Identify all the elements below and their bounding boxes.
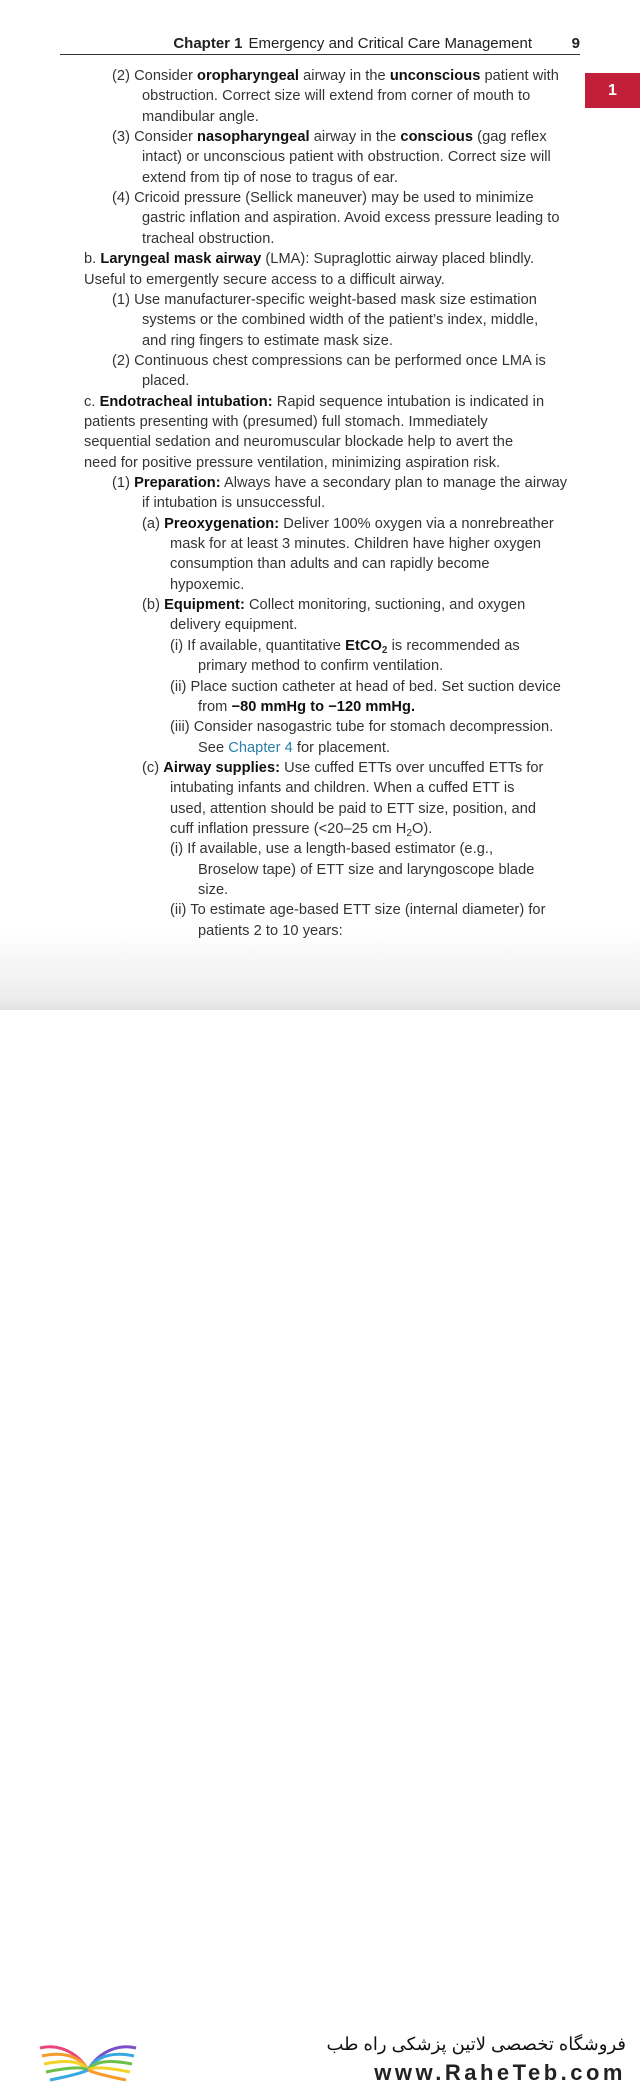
text-run: patient with bbox=[480, 68, 559, 84]
text-run: obstruction. Correct size will extend from corner of mouth to bbox=[142, 88, 531, 105]
text-run: Rapid sequence intubation is indicated in bbox=[272, 393, 545, 410]
text-line bbox=[170, 554, 490, 574]
text-run: Deliver 100% oxygen via a nonrebreather bbox=[279, 515, 554, 532]
store-name: فروشگاه تخصصی لاتین پزشکی راه طب bbox=[326, 2034, 626, 2054]
text-run: (2) Continuous chest compressions can be performed once LMA is bbox=[112, 352, 546, 369]
text-run: (gag reflex bbox=[473, 129, 547, 146]
text-run: airway in the bbox=[299, 68, 390, 84]
text-line bbox=[84, 270, 445, 290]
text-line bbox=[142, 371, 189, 391]
text-run: c. bbox=[84, 393, 100, 410]
text-line bbox=[198, 656, 443, 676]
text-line bbox=[84, 412, 488, 432]
text-line bbox=[112, 66, 559, 86]
text-line bbox=[142, 86, 530, 106]
bold-term: unconscious bbox=[389, 68, 481, 84]
text-run: is recommended as bbox=[387, 637, 520, 654]
chapter-link[interactable]: Chapter 4 bbox=[228, 739, 293, 756]
text-run: (4) Cricoid pressure (Sellick maneuver) may be used to minimize bbox=[112, 190, 534, 207]
text-line bbox=[198, 921, 343, 941]
book-page bbox=[0, 0, 640, 1010]
text-line bbox=[198, 860, 534, 880]
text-run: (i) If available, quantitative bbox=[170, 637, 346, 654]
chapter-thumb-tab: 1 bbox=[585, 73, 640, 108]
text-line bbox=[170, 799, 536, 819]
text-line bbox=[170, 819, 432, 839]
text-line bbox=[170, 636, 520, 656]
text-line bbox=[170, 900, 546, 920]
text-run: Use cuffed ETTs over uncuffed ETTs for bbox=[280, 759, 544, 776]
text-run: See bbox=[198, 739, 229, 756]
text-run: (iii) Consider nasogastric tube for stomach decompression. bbox=[170, 719, 554, 736]
text-run: (ii) To estimate age-based ETT size (internal diameter) for bbox=[170, 902, 546, 919]
text-line bbox=[112, 351, 546, 371]
text-line bbox=[112, 127, 547, 147]
text-line bbox=[112, 188, 534, 208]
bold-term: Preparation: bbox=[134, 475, 221, 491]
text-line bbox=[142, 595, 525, 615]
text-line bbox=[112, 290, 537, 310]
text-run: intubating infants and children. When a cuffed ETT is bbox=[170, 780, 515, 797]
text-run: consumption than adults and can rapidly become bbox=[170, 556, 490, 573]
text-run: (1) bbox=[112, 475, 135, 491]
text-run: (1) Use manufacturer-specific weight-based mask size estimation bbox=[112, 291, 537, 308]
text-run: delivery equipment. bbox=[170, 617, 298, 634]
text-run: mask for at least 3 minutes. Children have higher oxygen bbox=[170, 536, 542, 553]
text-run: (c) bbox=[142, 759, 164, 776]
text-line bbox=[112, 473, 567, 493]
store-footer bbox=[0, 1010, 640, 2085]
text-line bbox=[84, 392, 544, 412]
bold-term: −80 mmHg to −120 mmHg. bbox=[231, 698, 416, 715]
text-line bbox=[170, 677, 561, 697]
text-run: patients 2 to 10 years: bbox=[198, 922, 343, 939]
text-run: Always have a secondary plan to manage the airway bbox=[220, 475, 568, 491]
text-run: need for positive pressure ventilation, minimizing aspiration risk. bbox=[84, 454, 501, 471]
text-run: gastric inflation and aspiration. Avoid excess pressure leading to bbox=[142, 210, 560, 227]
bold-term: EtCO bbox=[345, 637, 382, 654]
text-line bbox=[170, 839, 493, 859]
bold-term: Laryngeal mask airway bbox=[100, 251, 262, 268]
text-line bbox=[142, 229, 274, 249]
text-run: mandibular angle. bbox=[142, 108, 259, 125]
text-run: if intubation is unsuccessful. bbox=[142, 495, 326, 512]
text-line bbox=[142, 493, 325, 513]
text-run: (2) Consider bbox=[112, 68, 197, 84]
bold-term: Preoxygenation: bbox=[164, 515, 280, 532]
text-line bbox=[142, 310, 538, 330]
text-run: airway in the bbox=[309, 129, 401, 146]
text-run: patients presenting with (presumed) full stomach. Immediately bbox=[84, 413, 488, 430]
bold-term: Endotracheal intubation: bbox=[99, 393, 273, 410]
text-line bbox=[142, 107, 259, 127]
bold-term: oropharyngeal bbox=[197, 68, 300, 84]
text-run: sequential sedation and neuromuscular blockade help to avert the bbox=[84, 434, 514, 451]
text-run: (ii) Place suction catheter at head of bed. Set suction device bbox=[170, 678, 561, 695]
text-line bbox=[84, 432, 513, 452]
text-line bbox=[142, 168, 398, 188]
text-line bbox=[142, 514, 554, 534]
chapter-label: Chapter 1 bbox=[173, 35, 243, 52]
text-run: Collect monitoring, suctioning, and oxygen bbox=[244, 597, 526, 614]
bold-term: 2 bbox=[381, 644, 388, 656]
chapter-title: Emergency and Critical Care Management bbox=[248, 35, 532, 52]
text-line bbox=[170, 778, 514, 798]
text-line bbox=[170, 534, 541, 554]
open-book-logo-icon bbox=[36, 2030, 140, 2086]
text-run: and ring fingers to estimate mask size. bbox=[142, 332, 393, 349]
bold-term: Airway supplies: bbox=[163, 759, 281, 776]
text-run: size. bbox=[198, 882, 229, 898]
text-run: (b) bbox=[142, 597, 165, 614]
page-number: 9 bbox=[571, 35, 580, 52]
text-line bbox=[198, 880, 228, 900]
text-line bbox=[170, 717, 553, 737]
text-run: tracheal obstruction. bbox=[142, 230, 275, 247]
bold-term: conscious bbox=[400, 129, 474, 146]
text-line bbox=[142, 208, 560, 228]
text-line bbox=[84, 453, 500, 473]
text-run: placed. bbox=[142, 373, 190, 390]
text-run: hypoxemic. bbox=[170, 576, 245, 593]
text-run: primary method to confirm ventilation. bbox=[198, 658, 444, 675]
text-run: (a) bbox=[142, 515, 165, 532]
bold-term: Equipment: bbox=[164, 597, 245, 614]
text-run: cuff inflation pressure (<20–25 cm H bbox=[170, 820, 407, 837]
text-run: (3) Consider bbox=[112, 129, 197, 146]
running-header bbox=[60, 34, 580, 55]
store-url: www.RaheTeb.com bbox=[374, 2060, 626, 2085]
text-run: (LMA): Supraglottic airway placed blindly. bbox=[261, 251, 535, 268]
text-run: systems or the combined width of the patient’s index, middle, bbox=[142, 312, 539, 329]
text-run: 2 bbox=[406, 827, 412, 839]
text-line bbox=[142, 147, 551, 167]
text-run: used, attention should be paid to ETT size, position, and bbox=[170, 800, 537, 817]
text-run: from bbox=[198, 698, 232, 715]
chapter-heading bbox=[173, 34, 532, 54]
text-run: intact) or unconscious patient with obstruction. Correct size will bbox=[142, 149, 551, 166]
text-line bbox=[142, 758, 543, 778]
text-run: Useful to emergently secure access to a difficult airway. bbox=[84, 271, 445, 288]
text-line bbox=[198, 738, 390, 758]
text-line bbox=[84, 249, 534, 269]
bold-term: nasopharyngeal bbox=[197, 129, 310, 146]
text-run: O). bbox=[412, 820, 433, 837]
text-run: extend from tip of nose to tragus of ear. bbox=[142, 169, 398, 186]
text-run: (i) If available, use a length-based estimator (e.g., bbox=[170, 841, 494, 858]
text-run: for placement. bbox=[292, 739, 391, 756]
text-line bbox=[170, 615, 298, 635]
text-line bbox=[170, 575, 244, 595]
text-line bbox=[198, 697, 415, 717]
text-run: Broselow tape) of ETT size and laryngoscope blade bbox=[198, 861, 535, 878]
text-line bbox=[142, 331, 393, 351]
text-run: b. bbox=[84, 251, 101, 268]
